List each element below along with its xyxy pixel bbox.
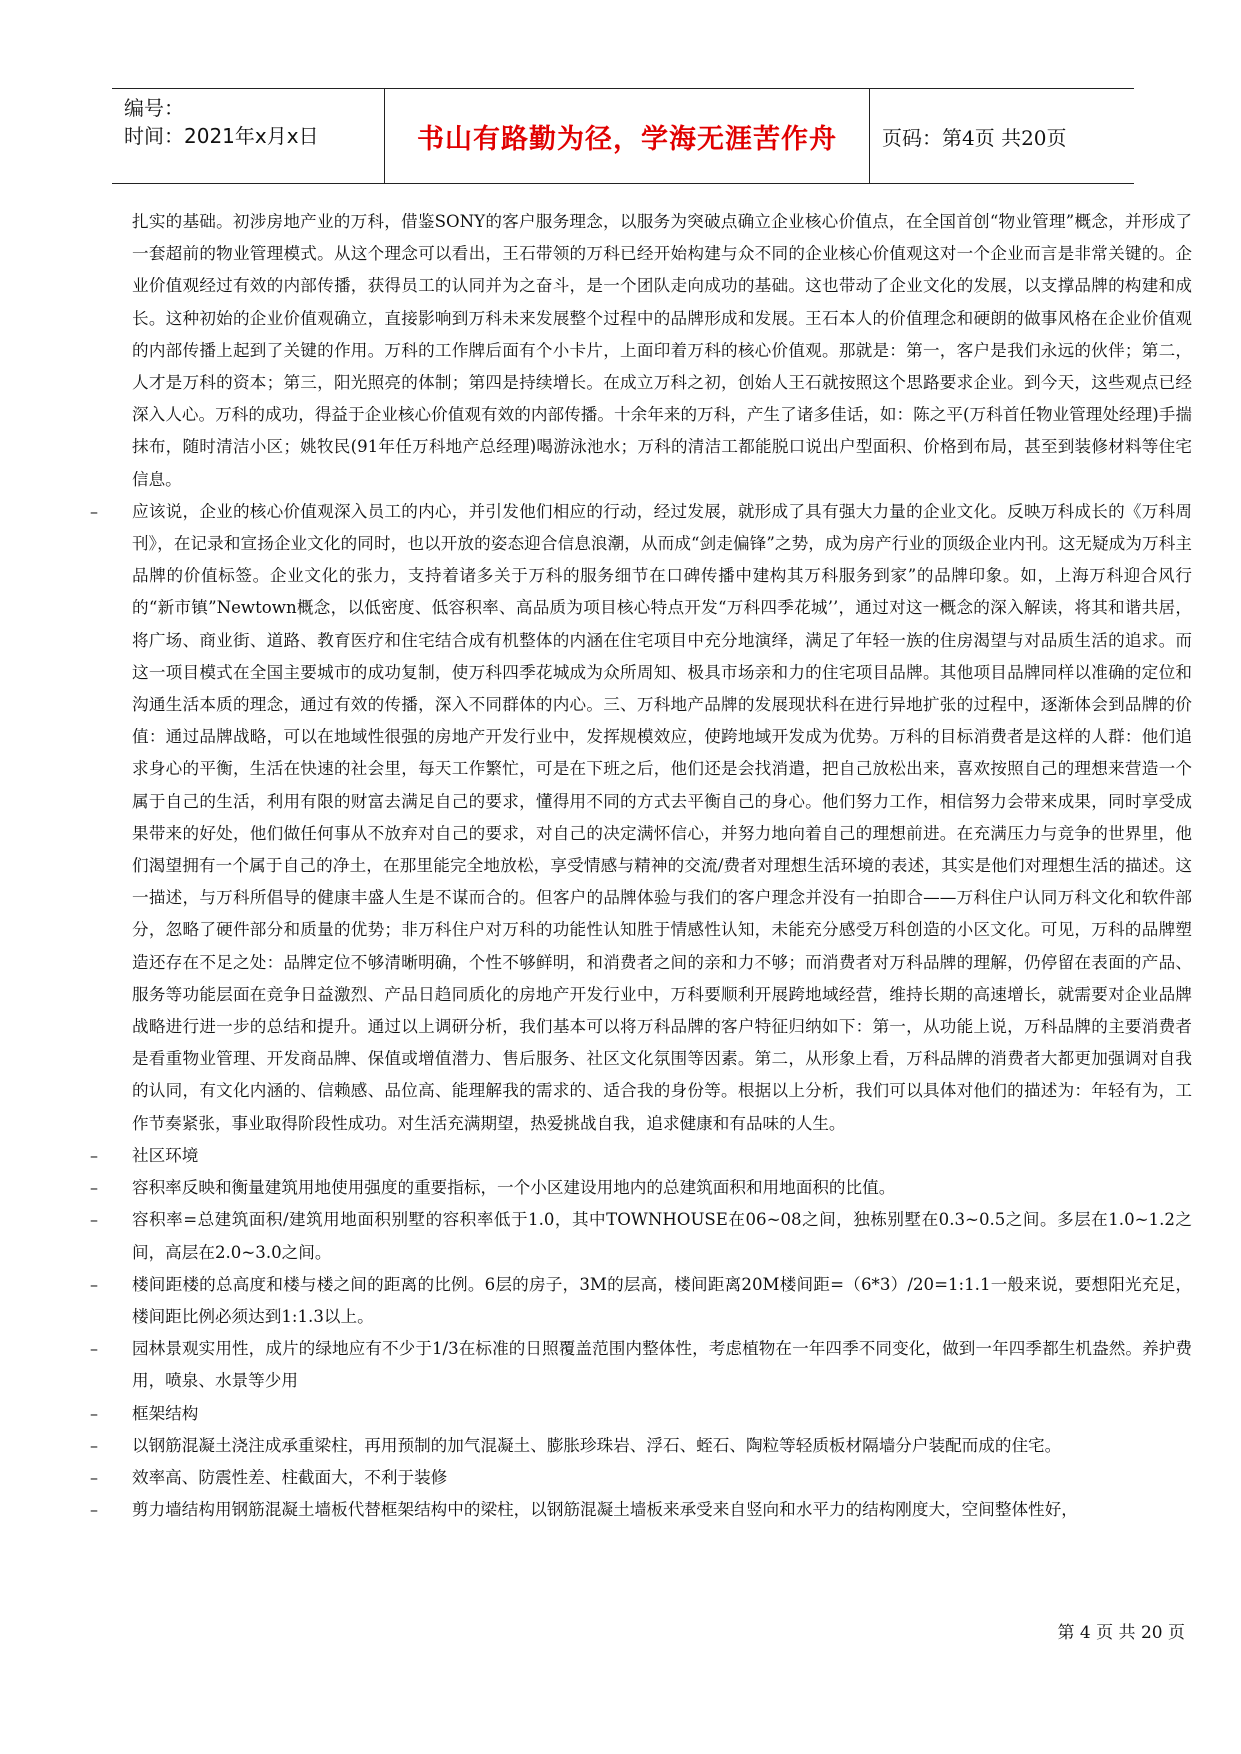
bullet-marker: – — [90, 501, 98, 521]
paragraph-text: 效率高、防震性差、柱截面大，不利于装修 — [132, 1467, 448, 1487]
number-label: 编号： — [124, 96, 184, 120]
paragraph-text: 扎实的基础。初涉房地产业的万科，借鉴SONY的客户服务理念，以服务为突破点确立企业核心价值点，在全国首创“物业管理”概念，并形成了一套超前的物业管理模式。从这个理念可以看出，王石带领的万科已经开始构建与众不同的企业核心价值观这对一个企业而言是非常关键的。企业价值观经过有效的内部传播，获得员工的认同并为之奋斗，是一个团队走向成功的基础。这也带动了企业文化的发展，以支撑品牌的构建和成长。这种初始的企业价值观确立，直接影响到万科未来发展整个过程中的品牌形成和发展。王石本人的价值理念和硬朗的做事风格在企业价值观的内部传播上起到了关键的作用。万科的工作牌后面有个小卡片，上面印着万科的核心价值观。那就是：第一，客户是我们永远的伙伴；第二，人才是万科的资本；第三，阳光照亮的体制；第四是持续增长。在成立万科之初，创始人王石就按照这个思路要求企业。到今天，这些观点已经深入人心。万科的成功，得益于企业核心价值观有效的内部传播。十余年来的万科，产生了诸多佳话，如：陈之平(万科首任物业管理处经理)手揣抹布，随时清洁小区；姚牧民(91年任万科地产总经理)喝游泳池水；万科的清洁工都能脱口说出户型面积、价格到布局，甚至到装修材料等住宅信息。 — [132, 212, 1192, 489]
header-table — [112, 88, 1134, 184]
paragraph — [90, 1269, 1192, 1333]
bullet-marker: – — [90, 1339, 98, 1359]
paragraph — [90, 496, 1192, 1140]
bullet-marker: – — [90, 1435, 98, 1455]
bullet-marker: – — [90, 1500, 98, 1520]
paragraph — [90, 1430, 1192, 1462]
paragraph-text: 容积率=总建筑面积/建筑用地面积别墅的容积率低于1.0，其中TOWNHOUSE在06~08之间，独栋别墅在0.3~0.5之间。多层在1.0~1.2之间，高层在2.0~3.0之间。 — [132, 1210, 1192, 1262]
paragraph — [90, 1398, 1192, 1430]
paragraph — [90, 1140, 1192, 1172]
header-meta — [112, 89, 385, 183]
bullet-marker: – — [90, 1274, 98, 1294]
paragraph-text: 以钢筋混凝土浇注成承重梁柱，再用预制的加气混凝土、膨胀珍珠岩、浮石、蛭石、陶粒等轻质板材隔墙分户装配而成的住宅。 — [132, 1435, 1062, 1455]
paragraph-text: 容积率反映和衡量建筑用地使用强度的重要指标，一个小区建设用地内的总建筑面积和用地面积的比值。 — [132, 1178, 896, 1198]
page-label: 页码：第4页 共20页 — [882, 125, 1067, 150]
bullet-marker: – — [90, 1145, 98, 1165]
paragraph — [90, 1204, 1192, 1268]
time-label: 时间：2021年x月x日 — [124, 124, 319, 148]
paragraph-text: 剪力墙结构用钢筋混凝土墙板代替框架结构中的梁柱，以钢筋混凝土墙板来承受来自竖向和水平力的结构刚度大，空间整体性好， — [132, 1500, 1078, 1520]
paragraph — [90, 1333, 1192, 1397]
document-body — [90, 206, 1192, 1526]
footer-page-number: 第 4 页 共 20 页 — [1057, 1623, 1185, 1643]
paragraph-text: 社区环境 — [132, 1145, 199, 1165]
paragraph-text: 楼间距楼的总高度和楼与楼之间的距离的比例。6层的房子，3M的层高，楼间距离20M楼间距=（6*3）/20=1:1.1一般来说，要想阳光充足，楼间距比例必须达到1:1.3以上。 — [132, 1274, 1192, 1326]
bullet-marker: – — [90, 1178, 98, 1198]
bullet-marker: – — [90, 1210, 98, 1230]
paragraph-text: 园林景观实用性，成片的绿地应有不少于1/3在标准的日照覆盖范围内整体性，考虑植物在一年四季不同变化，做到一年四季都生机盎然。养护费用，喷泉、水景等少用 — [132, 1339, 1192, 1391]
paragraph-text: 框架结构 — [132, 1403, 199, 1423]
paragraph — [90, 1172, 1192, 1204]
paragraph — [90, 1462, 1192, 1494]
paragraph — [112, 206, 1192, 496]
bullet-marker: – — [90, 1467, 98, 1487]
paragraph — [90, 1494, 1192, 1526]
motto: 书山有路勤为径，学海无涯苦作舟 — [385, 89, 870, 183]
bullet-marker: – — [90, 1403, 98, 1423]
paragraph-text: 应该说，企业的核心价值观深入员工的内心，并引发他们相应的行动，经过发展，就形成了具有强大力量的企业文化。反映万科成长的《万科周刊》，在记录和宣扬企业文化的同时，也以开放的姿态迎合信息浪潮，从而成“剑走偏锋”之势，成为房产行业的顶级企业内刊。这无疑成为万科主品牌的价值标签。企业文化的张力，支持着诸多关于万科的服务细节在口碑传播中建构其万科服务到家”的品牌印象。如，上海万科迎合风行的“新市镇”Newtown概念，以低密度、低容积率、高品质为项目核心特点开发“万科四季花城’’，通过对这一概念的深入解读，将其和谐共居，将广场、商业街、道路、教育医疗和住宅结合成有机整体的内涵在住宅项目中充分地演绎，满足了年轻一族的住房渴望与对品质生活的追求。而这一项目模式在全国主要城市的成功复制，使万科四季花城成为众所周知、极具市场亲和力的住宅项目品牌。其他项目品牌同样以准确的定位和沟通生活本质的理念，通过有效的传播，深入不同群体的内心。三、万科地产品牌的发展现状科在进行异地扩张的过程中，逐渐体会到品牌的价值：通过品牌战略，可以在地域性很强的房地产开发行业中，发挥规模效应，使跨地域开发成为优势。万科的目标消费者是这样的人群：他们追求身心的平衡，生活在快速的社会里，每天工作繁忙，可是在下班之后，他们还是会找消遣，把自己放松出来，喜欢按照自己的理想来营造一个属于自己的生活，利用有限的财富去满足自己的要求，懂得用不同的方式去平衡自己的身心。他们努力工作，相信努力会带来成果，同时享受成果带来的好处，他们做任何事从不放弃对自己的要求，对自己的决定满怀信心，并努力地向着自己的理想前进。在充满压力与竞争的世界里，他们渴望拥有一个属于自己的净土，在那里能完全地放松，享受情感与精神的交流/费者对理想生活环境的表述，其实是他们对理想生活的描述。这一描述，与万科所倡导的健康丰盛人生是不谋而合的。但客户的品牌体验与我们的客户理念并没有一拍即合——万科住户认同万科文化和软件部分，忽略了硬件部分和质量的优势；非万科住户对万科的功能性认知胜于情感性认知，未能充分感受万科创造的小区文化。可见，万科的品牌塑造还存在不足之处：品牌定位不够清晰明确，个性不够鲜明，和消费者之间的亲和力不够；而消费者对万科品牌的理解，仍停留在表面的产品、服务等功能层面在竞争日益激烈、产品日趋同质化的房地产开发行业中，万科要顺利开展跨地域经营，维持长期的高速增长，就需要对企业品牌战略进行进一步的总结和提升。通过以上调研分析，我们基本可以将万科品牌的客户特征归纳如下：第一，从功能上说，万科品牌的主要消费者是看重物业管理、开发商品牌、保值或增值潜力、售后服务、社区文化氛围等因素。第二，从形象上看，万科品牌的消费者大都更加强调对自我的认同，有文化内涵的、信赖感、品位高、能理解我的需求的、适合我的身份等。根据以上分析，我们可以具体对他们的描述为：年轻有为，工作节奏紧张，事业取得阶段性成功。对生活充满期望，热爱挑战自我，追求健康和有品味的人生。 — [132, 501, 1192, 1133]
